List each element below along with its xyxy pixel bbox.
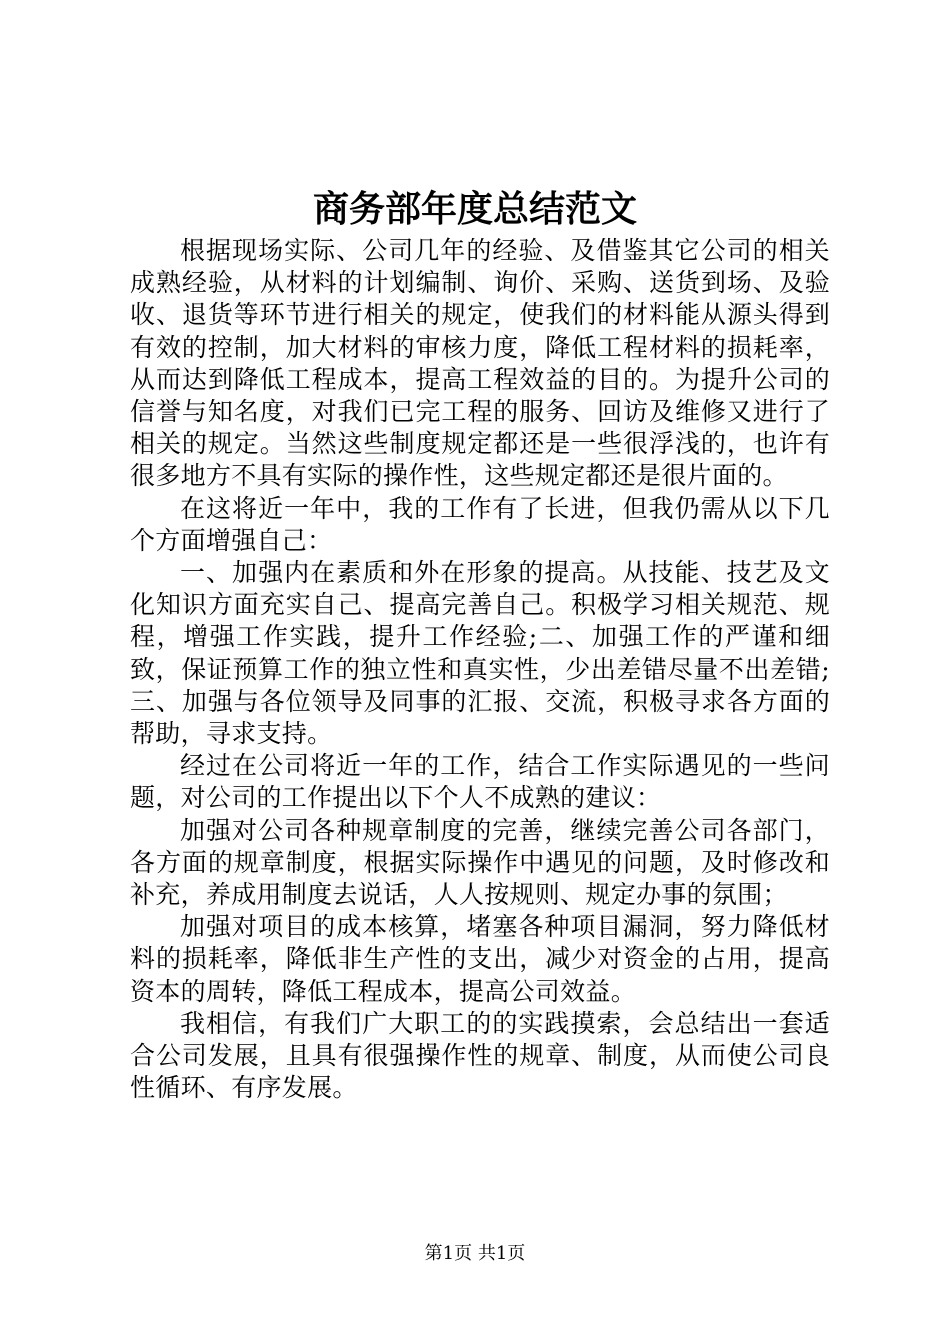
paragraph: 经过在公司将近一年的工作，结合工作实际遇见的一些问题，对公司的工作提出以下个人不成熟的建议： — [130, 751, 830, 813]
paragraph: 根据现场实际、公司几年的经验、及借鉴其它公司的相关成熟经验，从材料的计划编制、询价、采购、送货到场、及验收、退货等环节进行相关的规定，使我们的材料能从源头得到有效的控制，加大材料的审核力度，降低工程材料的损耗率，从而达到降低工程成本，提高工程效益的目的。为提升公司的信誉与知名度，对我们已完工程的服务、回访及维修又进行了相关的规定。当然这些制度规定都还是一些很浮浅的，也许有很多地方不具有实际的操作性，这些规定都还是很片面的。 — [130, 236, 830, 491]
document-title: 商务部年度总结范文 — [312, 188, 637, 230]
page-footer: 第1页 共1页 — [424, 1243, 526, 1264]
paragraph: 一、加强内在素质和外在形象的提高。从技能、技艺及文化知识方面充实自己、提高完善自己。积极学习相关规范、规程，增强工作实践，提升工作经验;二、加强工作的严谨和细致，保证预算工作的独立性和真实性，少出差错尽量不出差错;三、加强与各位领导及同事的汇报、交流，积极寻求各方面的帮助，寻求支持。 — [130, 558, 830, 749]
document-body — [130, 235, 830, 1104]
paragraph: 我相信，有我们广大职工的的实践摸索，会总结出一套适合公司发展，且具有很强操作性的规章、制度，从而使公司良性循环、有序发展。 — [130, 1008, 830, 1103]
paragraph: 加强对公司各种规章制度的完善，继续完善公司各部门，各方面的规章制度，根据实际操作中遇见的问题，及时修改和补充，养成用制度去说话，人人按规则、规定办事的氛围； — [130, 815, 830, 910]
paragraph: 加强对项目的成本核算，堵塞各种项目漏洞，努力降低材料的损耗率，降低非生产性的支出，减少对资金的占用，提高资本的周转，降低工程成本，提高公司效益。 — [130, 912, 830, 1006]
paragraph: 在这将近一年中，我的工作有了长进，但我仍需从以下几个方面增强自己： — [130, 493, 830, 555]
